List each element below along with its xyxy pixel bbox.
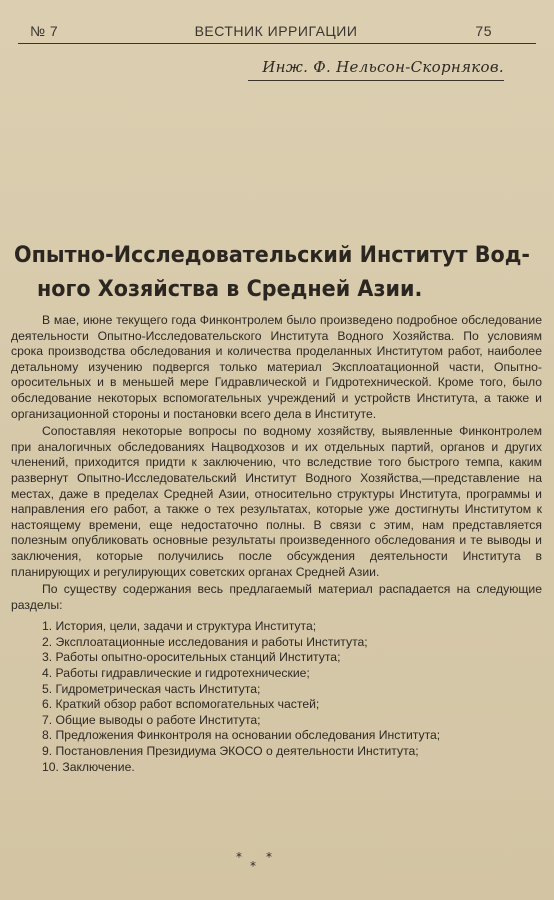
article-body <box>11 313 542 775</box>
list-item: 1. История, цели, задачи и структура Института; <box>42 619 317 634</box>
article-title-line-2: ного Хозяйства в Средней Азии. <box>37 276 423 302</box>
list-item: 6. Краткий обзор работ вспомогательных частей; <box>42 697 320 712</box>
list-item: 7. Общие выводы о работе Института; <box>42 712 261 727</box>
list-item: 2. Эксплоатационные исследования и работы Института; <box>42 634 368 649</box>
paragraph: Сопоставляя некоторые вопросы по водному хозяйству, выявленные Финконтролем при аналогичных обследованиях Нацводхозов и их отдельных партий, органов и других членений, приходится придти к заключению, что вследствие того быстрого темпа, каким развернут Опытно-Исследовательский Институт Водного Хозяйства,—представление на местах, даже в пределах Средней Азии, относительно структуры Института, программы и направления его работ, а также о тех результатах, которые уже достигнуты Институтом к настоящему времени, еще недостаточно полны. В связи с этим, нам представляется полезным опубликовать основные результаты произведенного обследования и те выводы и заключения, которые получились после обсуждения деятельности Института в планирующих и регулирующих советских органах Средней Азии. <box>11 424 542 579</box>
paragraph: По существу содержания весь предлагаемый материал распадается на следующие разделы: <box>11 582 542 612</box>
running-header <box>18 20 534 42</box>
article-title <box>14 238 548 306</box>
separator-star: * <box>236 850 248 864</box>
sections-list <box>11 619 542 775</box>
issue-number: № 7 <box>30 23 59 39</box>
list-item: 5. Гидрометрическая часть Института; <box>42 681 261 696</box>
page-number: 75 <box>475 23 492 39</box>
journal-title: ВЕСТНИК ИРРИГАЦИИ <box>194 23 358 39</box>
author-line: Инж. Ф. Нельсон-Скорняков. <box>262 58 504 76</box>
author-underline <box>248 80 504 81</box>
separator-star: * <box>250 859 262 873</box>
list-item: 4. Работы гидравлические и гидротехнические; <box>42 666 310 681</box>
list-item: 8. Предложения Финконтроля на основании обследования Института; <box>42 728 441 743</box>
header-rule <box>18 43 536 44</box>
list-item: 10. Заключение. <box>42 759 135 774</box>
article-title-line-1: Опытно-Исследовательский Институт Вод- <box>14 242 531 268</box>
separator-star: * <box>266 850 278 864</box>
paragraph: В мае, июне текущего года Финконтролем было произведено подробное обследование деятельности Опытно-Исследовательского Института Водного Хозяйства. По условиям срока производства обследования и количества проделанных Институтом работ, наиболее детальному изучению подвергся только материал Эксплоатационной части, Опытно-оросительных и в меньшей мере Гидравлической и Гидротехнической. Кроме того, было обследование некоторых вспомогательных учреждений и устройств Института, а также и организационной стороны и постановки всего дела в Институте. <box>11 313 542 421</box>
list-item: 9. Постановления Президиума ЭКОСО о деятельности Института; <box>42 744 419 759</box>
list-item: 3. Работы опытно-оросительных станций Института; <box>42 650 341 665</box>
